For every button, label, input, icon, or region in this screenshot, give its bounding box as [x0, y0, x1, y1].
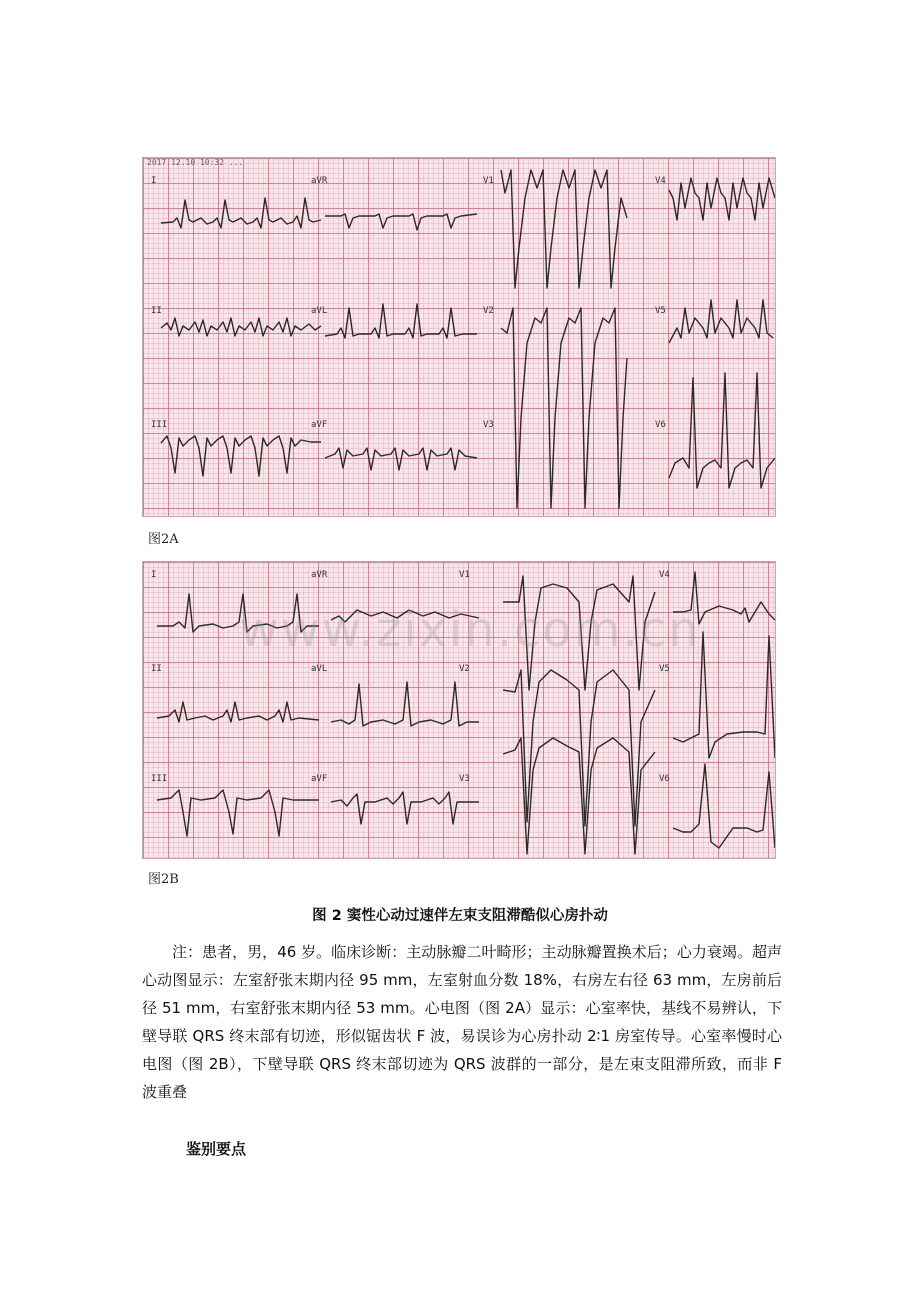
lead-label-v1: V1 [483, 176, 494, 186]
trace-lead-avl [325, 304, 477, 338]
lead-label-v5: V5 [659, 664, 670, 674]
figure-caption: 图 2 窦性心动过速伴左束支阻滞酷似心房扑动 [312, 908, 608, 924]
lead-label-ii: II [151, 306, 162, 316]
lead-label-v2: V2 [483, 306, 494, 316]
trace-lead-ii [161, 318, 321, 336]
trace-lead-v6 [669, 373, 775, 488]
lead-label-iii: III [151, 420, 168, 430]
lead-label-v3: V3 [483, 420, 494, 430]
figure-note: 注：患者，男，46 岁。临床诊断：主动脉瓣二叶畸形；主动脉瓣置换术后；心力衰竭。超声心动图显示：左室舒张末期内径 95 mm，左室射血分数 18%，右房左右径 63 mm，左房前后径 51 mm，右室舒张末期内径 53 mm。心电图（图 2A）显示：心室率快，基线不易辨认，下壁导联 QRS 终末部有切迹，形似锯齿状 F 波，易误诊为心房扑动 2∶1 房室传导。心室率慢时心电图（图 2B），下壁导联 QRS 终末部切迹为 QRS 波群的一部分，是左束支阻滞所致，而非 F 波重叠 [142, 943, 782, 1101]
trace-lead-iii [157, 790, 319, 836]
trace-lead-avf [331, 792, 479, 824]
lead-label-avr: aVR [311, 570, 328, 580]
lead-label-i: I [151, 570, 157, 580]
lead-label-avr: aVR [311, 176, 328, 186]
trace-lead-v1 [501, 170, 627, 288]
watermark: www.zixin.com.cn [239, 602, 701, 658]
lead-label-avl: aVL [311, 664, 328, 674]
trace-lead-v2 [501, 308, 627, 508]
figure-label-2b: 图2B [148, 872, 179, 887]
lead-label-v6: V6 [655, 420, 666, 430]
trace-lead-ii [157, 702, 319, 722]
lead-label-ii: II [151, 664, 162, 674]
lead-label-v6: V6 [659, 774, 670, 784]
section-subheading: 鉴别要点 [186, 1140, 247, 1158]
lead-label-v2: V2 [459, 664, 470, 674]
lead-label-v1: V1 [459, 570, 470, 580]
trace-lead-v5 [669, 300, 773, 343]
ecg-header-text: 2017.12.10 10:32 ... [147, 158, 244, 167]
trace-lead-v6 [673, 764, 775, 848]
lead-label-i: I [151, 176, 157, 186]
lead-label-v5: V5 [655, 306, 666, 316]
lead-label-v3: V3 [459, 774, 470, 784]
lead-label-avl: aVL [311, 306, 328, 316]
figure-label-2a: 图2A [148, 532, 179, 547]
lead-label-iii: III [151, 774, 168, 784]
lead-label-avf: aVF [311, 420, 328, 430]
trace-lead-avl [331, 682, 479, 726]
trace-lead-v4 [669, 178, 775, 220]
trace-lead-avf [325, 448, 477, 470]
trace-lead-i [161, 198, 321, 228]
lead-label-avf: aVF [311, 774, 328, 784]
ecg-traces-2a [143, 158, 776, 517]
ecg-figure-2a [142, 157, 776, 517]
lead-label-v4: V4 [659, 570, 670, 580]
trace-lead-iii [161, 436, 321, 476]
trace-lead-avr [325, 214, 477, 230]
lead-label-v4: V4 [655, 176, 666, 186]
